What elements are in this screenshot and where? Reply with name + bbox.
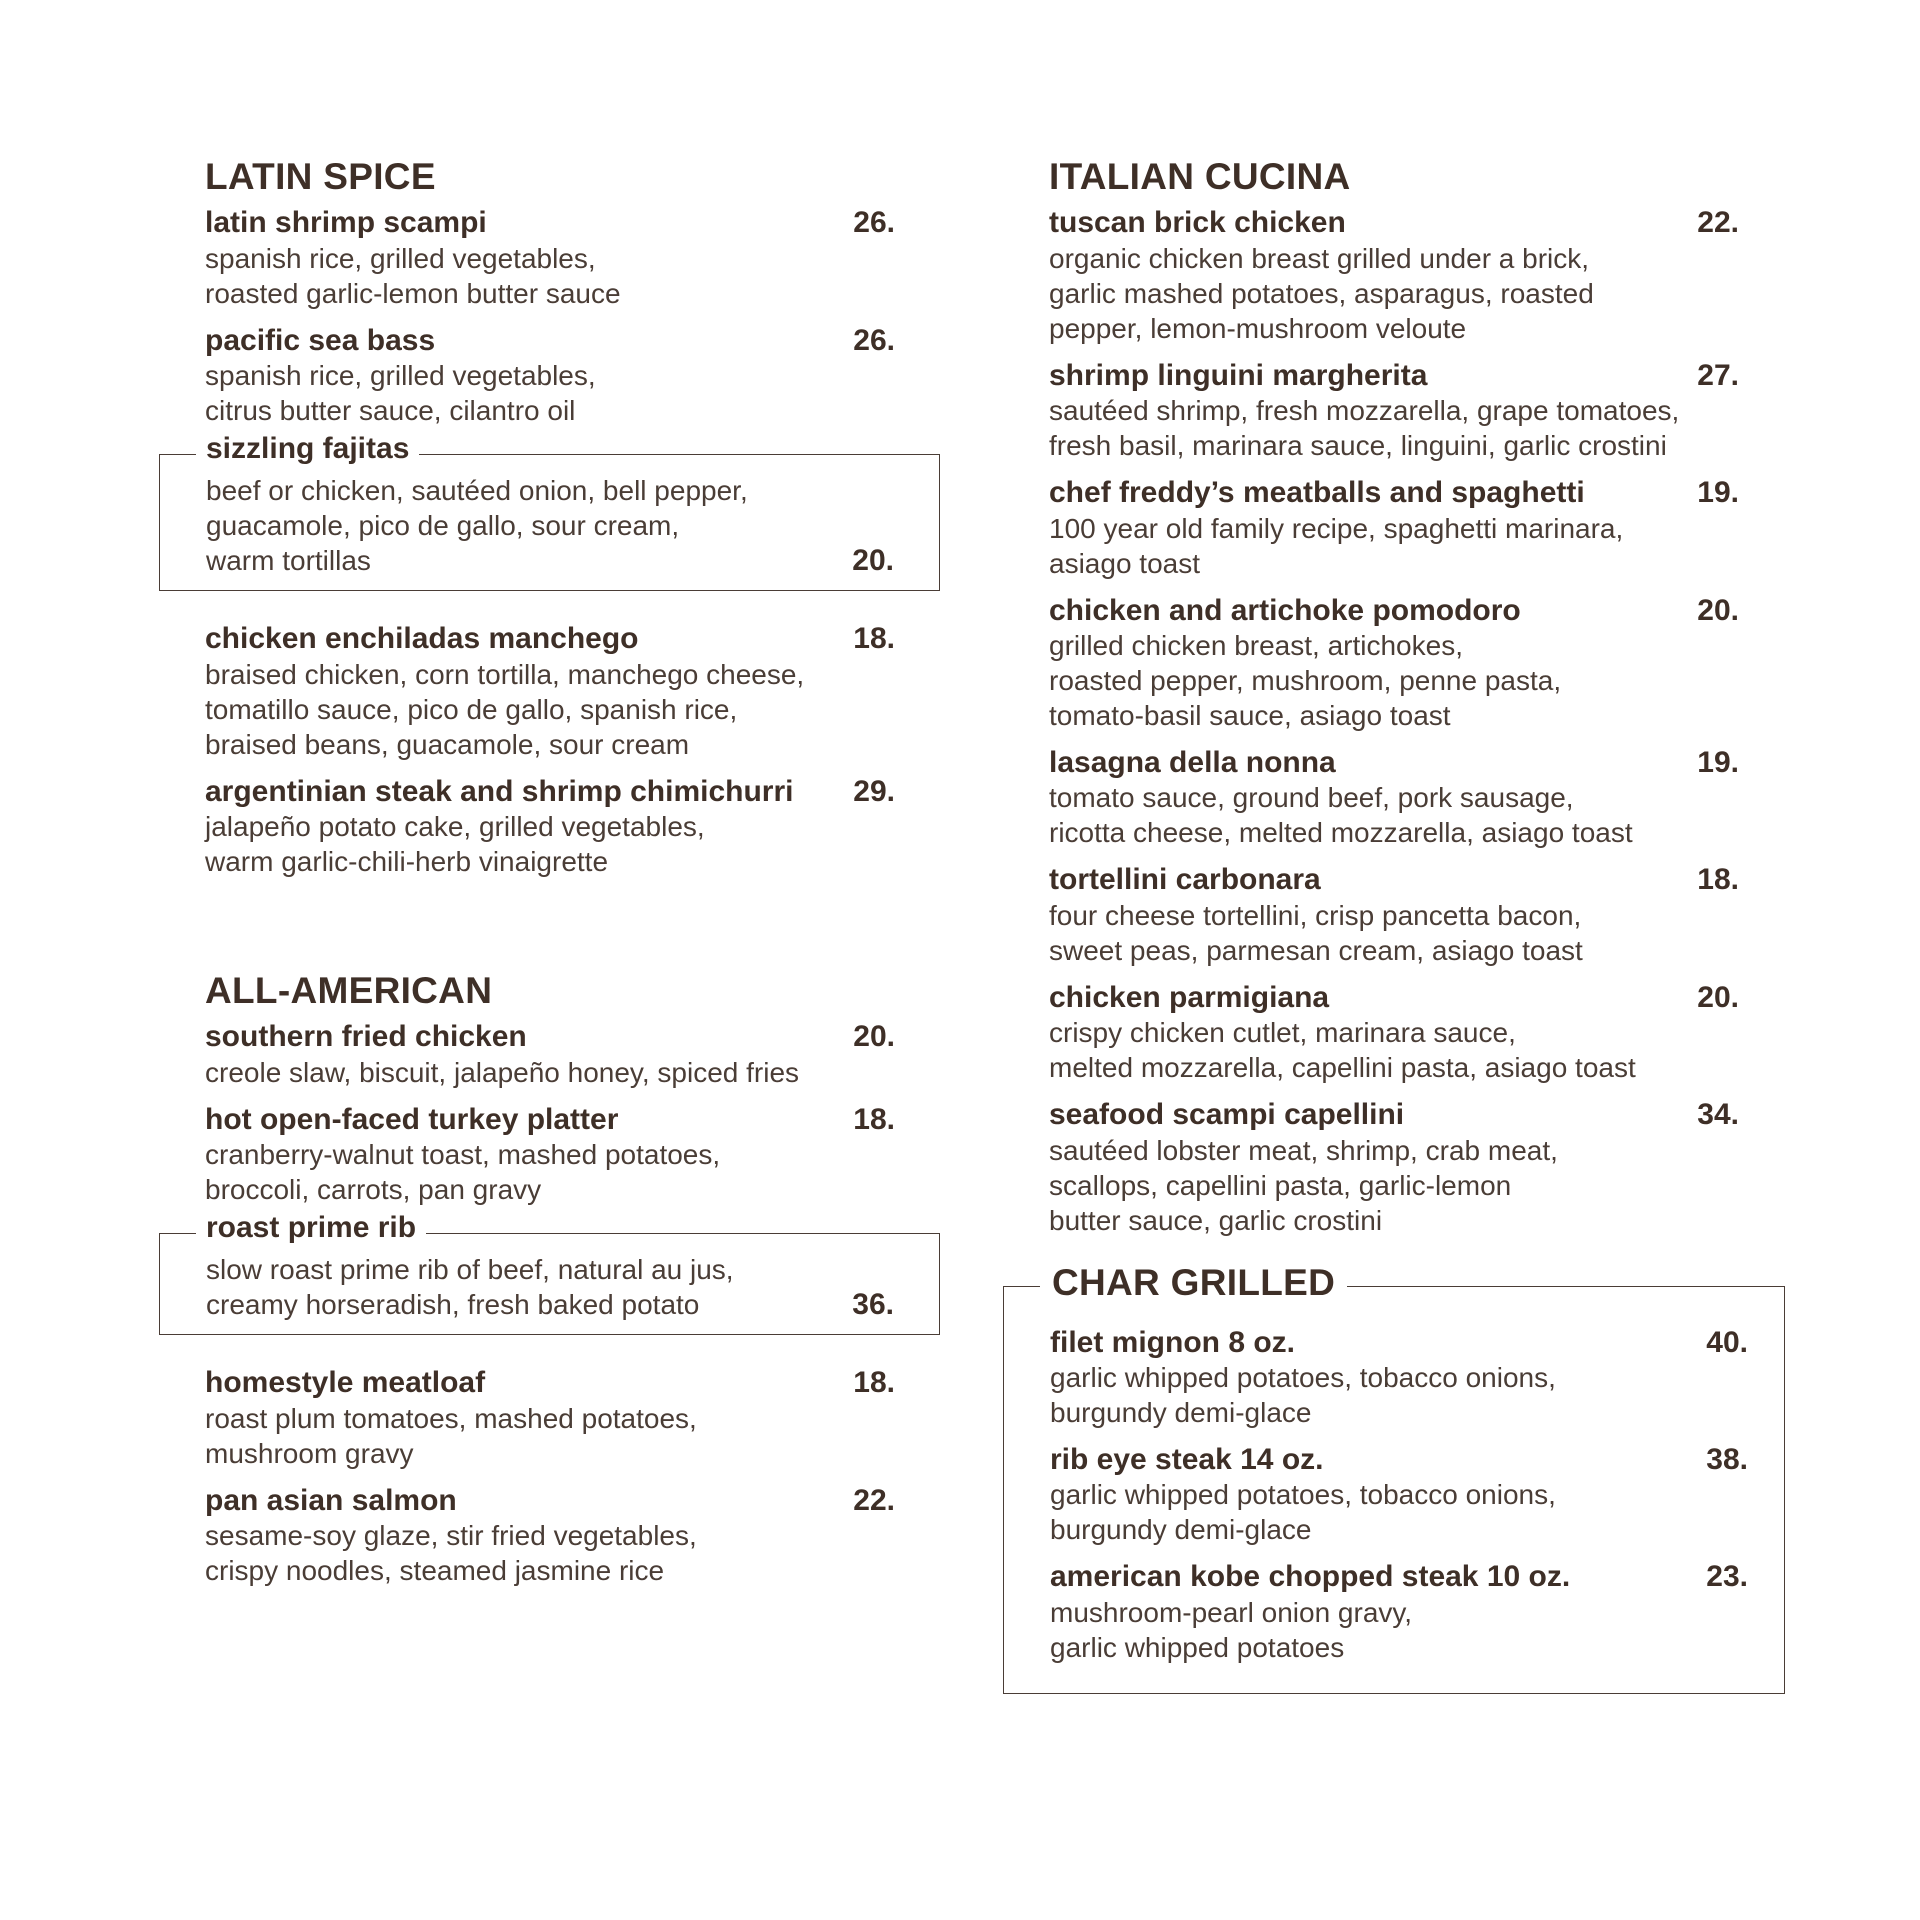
- item-price: 18.: [853, 622, 895, 656]
- item-name: lasagna della nonna: [1049, 745, 1336, 779]
- item-price: 26.: [853, 323, 895, 357]
- menu-item: [205, 1365, 895, 1470]
- featured-item-description: beef or chicken, sautéed onion, bell pepper, guacamole, pico de gallo, sour cream, warm tortillas: [206, 475, 748, 577]
- item-price: 18.: [853, 1102, 895, 1136]
- item-price: 27.: [1697, 358, 1739, 392]
- item-description: creole slaw, biscuit, jalapeño honey, spiced fries: [205, 1056, 800, 1088]
- item-description: tomato sauce, ground beef, pork sausage, ricotta cheese, melted mozzarella, asiago toast: [1049, 782, 1633, 849]
- menu-item: [205, 1019, 895, 1089]
- menu-item: [1049, 745, 1739, 850]
- menu-item: [1050, 1559, 1748, 1664]
- item-description: spanish rice, grilled vegetables, roasted garlic-lemon butter sauce: [205, 242, 621, 309]
- item-price: 20.: [853, 1020, 895, 1054]
- item-name: tuscan brick chicken: [1049, 206, 1346, 240]
- menu-item: [1049, 980, 1739, 1085]
- item-name: chicken parmigiana: [1049, 980, 1330, 1014]
- menu-item: [1050, 1442, 1748, 1547]
- item-name: american kobe chopped steak 10 oz.: [1050, 1560, 1571, 1594]
- left-column: [205, 155, 895, 1600]
- featured-item-name: roast prime rib: [196, 1210, 426, 1246]
- menu-item: [205, 1483, 895, 1588]
- menu-item: [1049, 205, 1739, 345]
- menu-item: [205, 1102, 895, 1207]
- item-description: grilled chicken breast, artichokes, roasted pepper, mushroom, penne pasta, tomato-basil sauce, asiago toast: [1049, 629, 1562, 731]
- featured-item-description: slow roast prime rib of beef, natural au jus, creamy horseradish, fresh baked potato: [206, 1254, 734, 1321]
- menu-item: [205, 205, 895, 310]
- item-price: 20.: [1697, 980, 1739, 1014]
- item-description: crispy chicken cutlet, marinara sauce, melted mozzarella, capellini pasta, asiago toast: [1049, 1017, 1636, 1084]
- item-description: 100 year old family recipe, spaghetti marinara, asiago toast: [1049, 512, 1624, 579]
- right-column: [1049, 155, 1748, 1694]
- item-name: chef freddy’s meatballs and spaghetti: [1049, 476, 1585, 510]
- item-name: rib eye steak 14 oz.: [1050, 1442, 1324, 1476]
- item-description: cranberry-walnut toast, mashed potatoes, broccoli, carrots, pan gravy: [205, 1139, 721, 1206]
- featured-item-box: [159, 432, 940, 591]
- menu-item: [205, 774, 895, 879]
- section-title-all-american: ALL-AMERICAN: [205, 969, 493, 1011]
- item-description: braised chicken, corn tortilla, manchego cheese, tomatillo sauce, pico de gallo, spanish rice, braised beans, guacamole, sour cream: [205, 658, 805, 760]
- menu-item: [1050, 1325, 1748, 1430]
- menu-item: [1049, 593, 1739, 733]
- item-description: sesame-soy glaze, stir fried vegetables, crispy noodles, steamed jasmine rice: [205, 1519, 697, 1586]
- menu-item: [205, 621, 895, 761]
- item-description: roast plum tomatoes, mashed potatoes, mushroom gravy: [205, 1402, 697, 1469]
- item-name: pacific sea bass: [205, 323, 436, 357]
- item-price: 18.: [853, 1366, 895, 1400]
- item-name: southern fried chicken: [205, 1020, 527, 1054]
- featured-item-price: 36.: [852, 1288, 894, 1322]
- menu-item: [1049, 358, 1739, 463]
- menu-item: [1049, 862, 1739, 967]
- item-description: jalapeño potato cake, grilled vegetables, warm garlic-chili-herb vinaigrette: [205, 810, 705, 877]
- item-description: organic chicken breast grilled under a brick, garlic mashed potatoes, asparagus, roasted pepper, lemon-mushroom veloute: [1049, 242, 1594, 344]
- item-price: 34.: [1697, 1098, 1739, 1132]
- item-name: seafood scampi capellini: [1049, 1098, 1405, 1132]
- item-price: 22.: [853, 1483, 895, 1517]
- item-price: 19.: [1697, 745, 1739, 779]
- item-name: shrimp linguini margherita: [1049, 358, 1428, 392]
- item-price: 20.: [1697, 593, 1739, 627]
- item-name: homestyle meatloaf: [205, 1366, 486, 1400]
- item-name: filet mignon 8 oz.: [1050, 1325, 1295, 1359]
- menu-item: [1049, 1097, 1739, 1237]
- featured-item-name: sizzling fajitas: [196, 431, 419, 467]
- item-description: spanish rice, grilled vegetables, citrus butter sauce, cilantro oil: [205, 360, 596, 427]
- item-price: 26.: [853, 206, 895, 240]
- item-description: garlic whipped potatoes, tobacco onions, burgundy demi-glace: [1050, 1361, 1556, 1428]
- item-description: sautéed shrimp, fresh mozzarella, grape tomatoes, fresh basil, marinara sauce, linguini, garlic crostini: [1049, 395, 1680, 462]
- item-name: pan asian salmon: [205, 1483, 457, 1517]
- item-price: 19.: [1697, 476, 1739, 510]
- item-name: chicken and artichoke pomodoro: [1049, 593, 1521, 627]
- item-description: mushroom-pearl onion gravy, garlic whipped potatoes: [1050, 1596, 1413, 1663]
- item-price: 40.: [1706, 1325, 1748, 1359]
- item-price: 23.: [1706, 1560, 1748, 1594]
- featured-item-box: [159, 1211, 940, 1335]
- section-title-char-grilled: CHAR GRILLED: [1040, 1261, 1347, 1305]
- item-price: 18.: [1697, 863, 1739, 897]
- item-name: argentinian steak and shrimp chimichurri: [205, 774, 794, 808]
- item-price: 22.: [1697, 206, 1739, 240]
- item-description: four cheese tortellini, crisp pancetta bacon, sweet peas, parmesan cream, asiago toast: [1049, 899, 1583, 966]
- item-price: 29.: [853, 774, 895, 808]
- item-name: chicken enchiladas manchego: [205, 622, 639, 656]
- item-description: sautéed lobster meat, shrimp, crab meat, scallops, capellini pasta, garlic-lemon butter sauce, garlic crostini: [1049, 1134, 1558, 1236]
- featured-item-price: 20.: [852, 544, 894, 578]
- char-grilled-box: [1003, 1261, 1785, 1694]
- section-title-italian-cucina: ITALIAN CUCINA: [1049, 156, 1351, 197]
- item-description: garlic whipped potatoes, tobacco onions, burgundy demi-glace: [1050, 1479, 1556, 1546]
- section-title-latin-spice: LATIN SPICE: [205, 156, 436, 197]
- item-name: tortellini carbonara: [1049, 863, 1321, 897]
- menu-item: [1049, 475, 1739, 580]
- menu-item: [205, 323, 895, 428]
- item-name: latin shrimp scampi: [205, 206, 487, 240]
- item-price: 38.: [1706, 1442, 1748, 1476]
- item-name: hot open-faced turkey platter: [205, 1102, 619, 1136]
